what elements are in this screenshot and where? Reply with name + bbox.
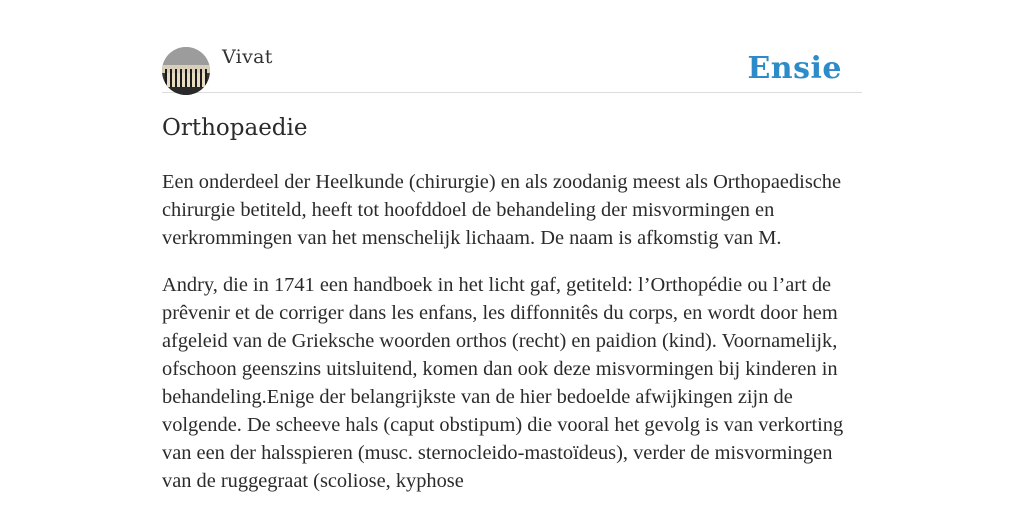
source-name[interactable]: Vivat [222, 46, 273, 68]
brand-logo[interactable]: Ensie [747, 51, 842, 86]
article-title: Orthopaedie [162, 115, 308, 141]
page [162, 0, 862, 492]
typewriter-keys-icon [162, 47, 210, 95]
article-paragraph: Andry, die in 1741 een handboek in het licht gaf, getiteld: l’Orthopédie ou l’art de prêvenir et de corriger dans les enfans, les diffonnitês du corps, en wordt door hem afgeleid van de Grieksche woorden orthos (recht) en paidion (kind). Voornamelijk, ofschoon geenszins uitsluitend, komen dan ook deze misvormingen bij kinderen in behandeling.Enige der belangrijkste van de hier bedoelde afwijkingen zijn de volgende. De scheeve hals (caput obstipum) die vooral het gevolg is van verkorting van een der halsspieren (musc. sternocleido-mastoïdeus), verder de misvormingen van de ruggegraat (scoliose, kyphose [162, 274, 844, 492]
source-avatar[interactable] [162, 47, 210, 95]
header [162, 0, 862, 93]
article-paragraph: Een onderdeel der Heelkunde (chirurgie) en als zoodanig meest als Orthopaedische chirurgie betiteld, heeft tot hoofddoel de behandeling der misvormingen en verkrommingen van het menschelijk lichaam. De naam is afkomstig van M. [162, 171, 842, 249]
article-body [162, 168, 862, 512]
